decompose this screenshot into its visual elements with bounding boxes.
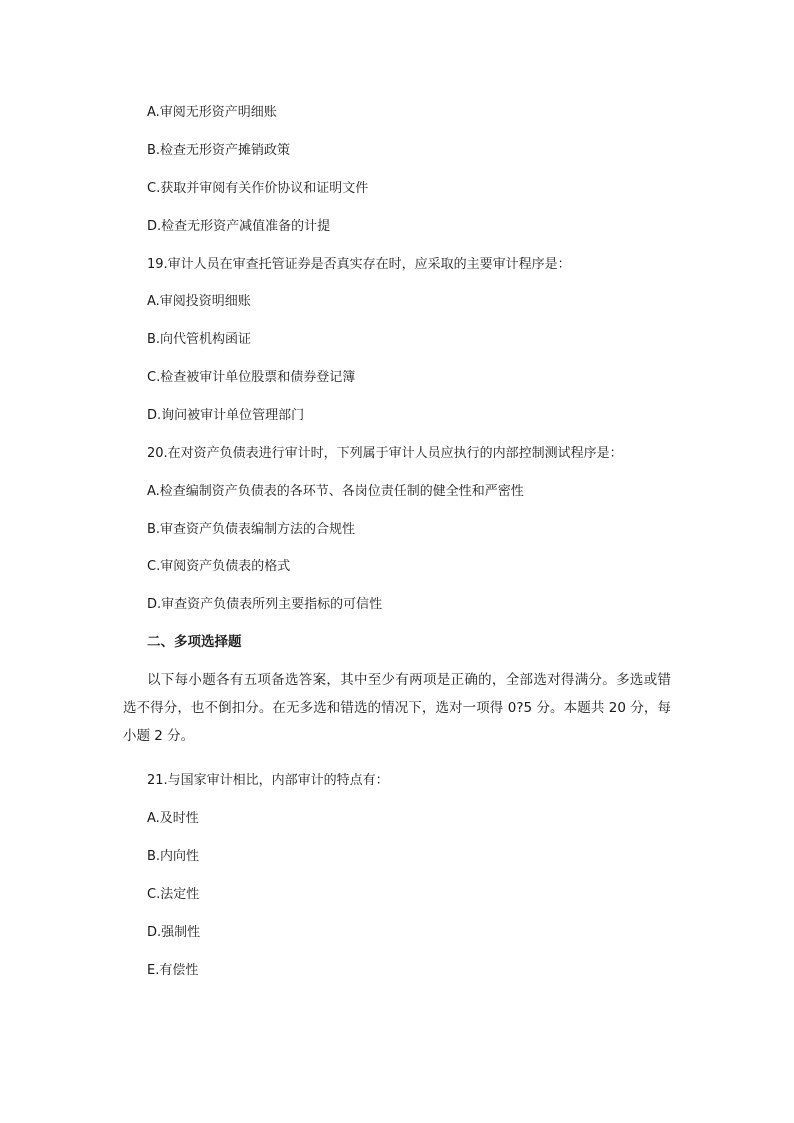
q21-option-c: C.法定性	[147, 887, 200, 902]
section-heading: 二、多项选择题	[147, 634, 242, 650]
q20-option-a: A.检查编制资产负债表的各环节、各岗位责任制的健全性和严密性	[147, 484, 524, 499]
q19-stem: 19.审计人员在审查托管证券是否真实存在时，应采取的主要审计程序是：	[147, 257, 571, 272]
q20-option-d: D.审查资产负债表所列主要指标的可信性	[147, 597, 383, 612]
q19-option-a: A.审阅投资明细账	[147, 294, 251, 309]
q21-option-d: D.强制性	[147, 925, 201, 940]
q19-option-b: B.向代管机构函证	[147, 332, 252, 347]
q20-option-b: B.审查资产负债表编制方法的合规性	[147, 522, 356, 537]
q20-stem: 20.在对资产负债表进行审计时，下列属于审计人员应执行的内部控制测试程序是：	[147, 446, 623, 461]
q21-option-e: E.有偿性	[147, 963, 199, 978]
q19-option-d: D.询问被审计单位管理部门	[147, 408, 305, 423]
q20-option-c: C.审阅资产负债表的格式	[147, 559, 291, 574]
q21-option-a: A.及时性	[147, 811, 199, 826]
q21-stem: 21.与国家审计相比，内部审计的特点有：	[147, 773, 389, 788]
q19-option-c: C.检查被审计单位股票和债券登记簿	[147, 370, 356, 385]
section-instructions: 以下每小题各有五项备选答案，其中至少有两项是正确的，全部选对得满分。多选或错选不得分，也不倒扣分。在无多选和错选的情况下，选对一项得 0?5 分。本题共 20 分，每小题 2 分。	[123, 672, 671, 744]
q21-option-b: B.内向性	[147, 849, 200, 864]
q18-option-d: D.检查无形资产减值准备的计提	[147, 219, 331, 234]
q18-option-b: B.检查无形资产摊销政策	[147, 143, 291, 158]
q18-option-c: C.获取并审阅有关作价协议和证明文件	[147, 181, 369, 196]
q18-option-a: A.审阅无形资产明细账	[147, 105, 277, 120]
